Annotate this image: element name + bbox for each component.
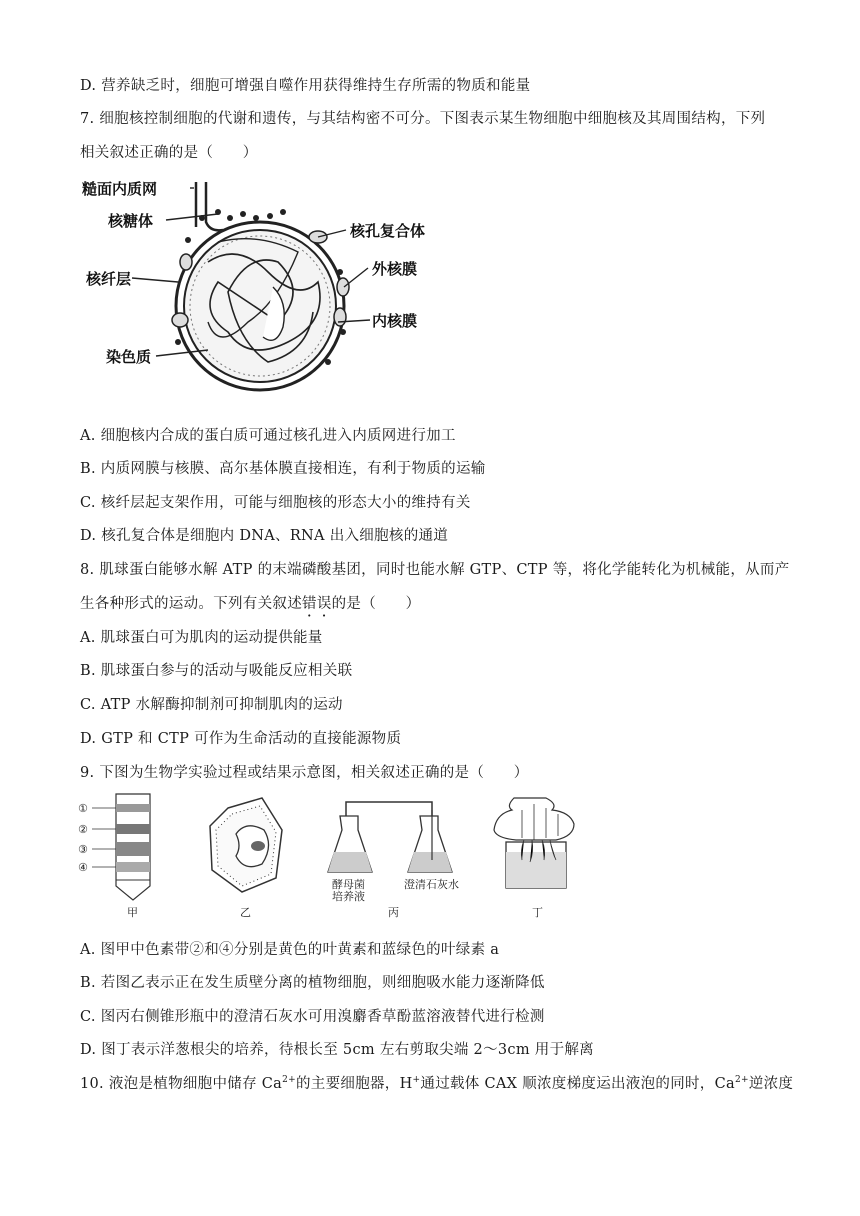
q8-stem-post: 的是（ ）: [331, 596, 421, 612]
svg-text:丙: 丙: [388, 906, 399, 919]
svg-text:澄清石灰水: 澄清石灰水: [404, 878, 459, 891]
q9-option-a: A. 图甲中色素带②和④分别是黄色的叶黄素和蓝绿色的叶绿素 a: [80, 942, 500, 958]
q8-option-a: A. 肌球蛋白可为肌肉的运动提供能量: [80, 630, 323, 646]
svg-text:④: ④: [78, 861, 88, 874]
svg-text:甲: 甲: [127, 906, 138, 919]
panel-ding: [494, 798, 574, 919]
svg-text:乙: 乙: [240, 906, 251, 919]
q8-emphasis-1: 错: [302, 596, 317, 612]
svg-text:③: ③: [78, 843, 88, 856]
q7-stem-line2: 相关叙述正确的是（ ）: [80, 145, 258, 161]
label-outer-membrane: 外核膜: [372, 260, 418, 278]
q8-emphasis-2: 误: [316, 596, 332, 612]
label-ribosome: 核糖体: [108, 212, 154, 230]
label-nuclear-lamina: 核纤层: [86, 270, 132, 288]
svg-text:①: ①: [78, 802, 88, 815]
svg-text:培养液: 培养液: [332, 890, 365, 903]
q9-stem: 9. 下图为生物学实验过程或结果示意图，相关叙述正确的是（ ）: [80, 765, 529, 781]
q8-option-d: D. GTP 和 CTP 可作为生命活动的直接能源物质: [80, 731, 402, 747]
label-npc: 核孔复合体: [350, 222, 426, 240]
nucleus-diagram: [78, 172, 458, 404]
svg-text:丁: 丁: [532, 906, 543, 919]
q8-stem-pre: 生各种形式的运动。下列有关叙述: [80, 596, 302, 612]
q10-stem: 10. 液泡是植物细胞中储存 $Ca^{2+}$的主要细胞器，H+通过载体 CAX 顺浓度梯度运出液泡的同时，$Ca^{2+}$逆浓度: [80, 1075, 794, 1092]
panel-yi: [210, 798, 282, 919]
label-rough-er: 糙面内质网: [82, 180, 158, 198]
q8-stem-line1: 8. 肌球蛋白能够水解 ATP 的末端磷酸基团，同时也能水解 GTP、CTP 等，将化学能转化为机械能，从而产: [80, 562, 790, 578]
q7-option-d: D. 核孔复合体是细胞内 DNA、RNA 出入细胞核的通道: [80, 528, 449, 544]
q9-option-d: D. 图丁表示洋葱根尖的培养，待根长至 5cm 左右剪取尖端 2～3cm 用于解离: [80, 1042, 594, 1058]
q9-option-b: B. 若图乙表示正在发生质壁分离的植物细胞，则细胞吸水能力逐渐降低: [80, 975, 545, 991]
q7-option-c: C. 核纤层起支架作用，可能与细胞核的形态大小的维持有关: [80, 495, 471, 511]
q7-option-b: B. 内质网膜与核膜、高尔基体膜直接相连，有利于物质的运输: [80, 461, 486, 477]
svg-text:②: ②: [78, 823, 88, 836]
svg-text:酵母菌: 酵母菌: [332, 878, 365, 891]
q7-stem-line1: 7. 细胞核控制细胞的代谢和遗传，与其结构密不可分。下图表示某生物细胞中细胞核及其周围结构，下列: [80, 111, 766, 127]
q8-option-c: C. ATP 水解酶抑制剂可抑制肌肉的运动: [80, 697, 343, 713]
q7-option-a: A. 细胞核内合成的蛋白质可通过核孔进入内质网进行加工: [80, 428, 456, 444]
panel-jia: [78, 794, 150, 919]
q9-option-c: C. 图丙右侧锥形瓶中的澄清石灰水可用溴麝香草酚蓝溶液替代进行检测: [80, 1009, 545, 1025]
q8-option-b: B. 肌球蛋白参与的活动与吸能反应相关联: [80, 663, 353, 679]
q6-option-d: D. 营养缺乏时，细胞可增强自噬作用获得维持生存所需的物质和能量: [80, 78, 531, 94]
panel-bing: [328, 802, 459, 919]
label-inner-membrane: 内核膜: [372, 312, 418, 330]
experiment-diagram: [76, 790, 576, 920]
label-chromatin: 染色质: [106, 348, 152, 366]
q8-stem-line2: [80, 592, 420, 613]
